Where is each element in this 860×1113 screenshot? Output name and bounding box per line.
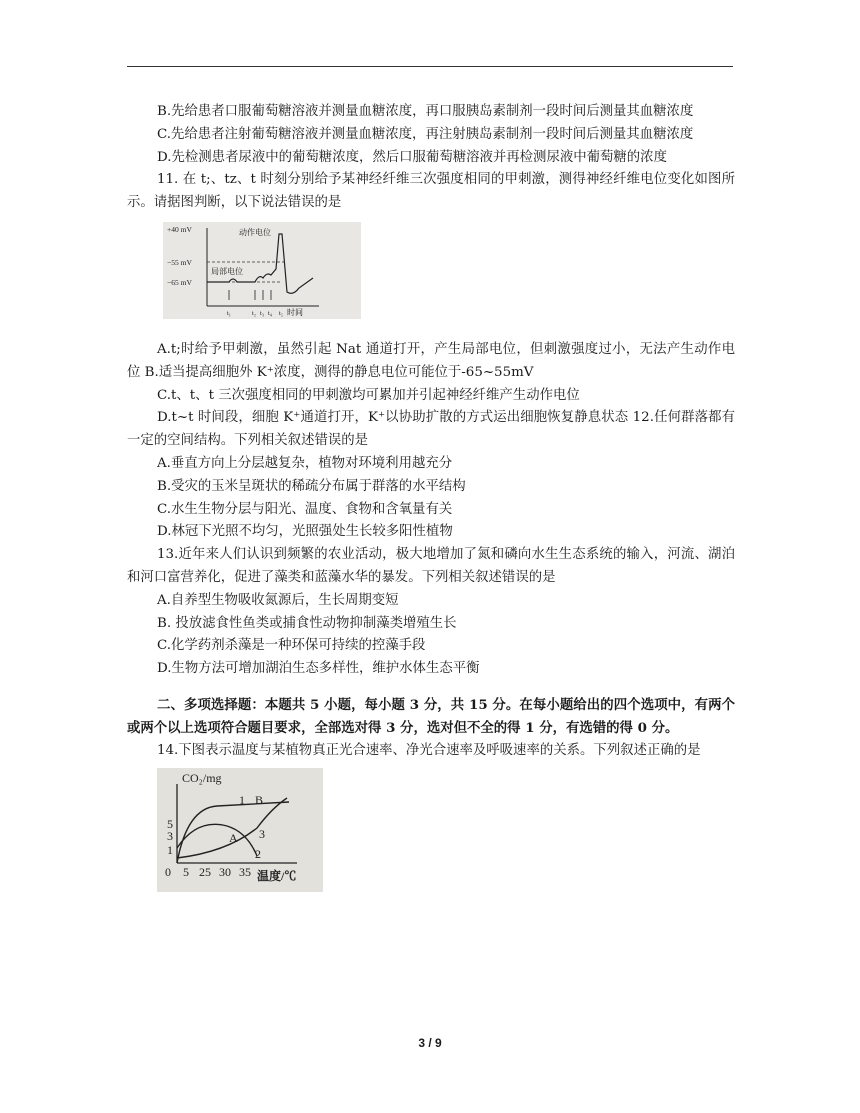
stimulus-arrows [229, 290, 271, 300]
tick-x35: 35 [239, 865, 251, 880]
curve-label-B: B [255, 793, 264, 808]
header-rule [127, 66, 733, 67]
option-c: C.先给患者注射葡萄糖溶液并测量血糖浓度，再注射胰岛素制剂一段时间后测量其血糖浓度 [157, 126, 694, 142]
question-body [127, 101, 735, 892]
curve-label-1: 1 [239, 793, 245, 808]
page-number: 3 / 9 [418, 1036, 442, 1050]
potential-graph [163, 222, 361, 319]
q12-option-c: C.水生生物分层与阳光、温度、食物和含氧量有关 [157, 501, 453, 517]
q12-option-b: B.受灾的玉米呈斑状的稀疏分布属于群落的水平结构 [157, 478, 466, 494]
question-14: 14.下图表示温度与某植物真正光合速率、净光合速率及呼吸速率的关系。下列叙述正确的是 [157, 742, 701, 758]
q11-option-c: C.t、t、t 三次强度相同的甲刺激均可累加并引起神经纤维产生动作电位 [157, 387, 580, 403]
section-2-heading: 二、多项选择题：本题共 5 小题，每小题 3 分，共 15 分。在每小题给出的四个选项中，有两个或两个以上选项符合题目要求，全部选对得 3 分，选对但不全的得 1 分，有选错的得 0 分。 [127, 696, 735, 736]
tick-t3: t₃ [260, 309, 265, 317]
question-11: 11. 在 t;、tz、t 时刻分别给予某神经纤维三次强度相同的甲刺激，测得神经纤维电位变化如图所示。请据图判断，以下说法错误的是 [127, 172, 735, 211]
tick-t1: t₁ [227, 309, 232, 317]
tick-minus55: −55 mV [167, 257, 192, 267]
tick-t5: t₅ [279, 309, 284, 317]
tick-minus65: −65 mV [167, 277, 192, 287]
photosynthesis-graph [157, 768, 323, 892]
q13-option-c: C.化学药剂杀藻是一种环保可持续的控藻手段 [157, 638, 426, 654]
q11-option-a-b: A.t;时给予甲刺激，虽然引起 Nat 通道打开，产生局部电位，但刺激强度过小，无法产生动作电位 B.适当提高细胞外 K⁺浓度，测得的静息电位可能位于-65~55mV [127, 341, 735, 380]
curve-2 [177, 825, 257, 857]
potential-curve [207, 234, 313, 293]
figure-photosynthesis-temperature [157, 768, 323, 892]
x-axis-label: 时间 [287, 307, 303, 317]
curve-label-2: 2 [255, 847, 261, 862]
q12-option-d: D.林冠下光照不均匀，光照强处生长较多阳性植物 [157, 524, 453, 540]
x-axis-label: 温度/℃ [257, 869, 297, 884]
tick-x25: 25 [199, 865, 211, 880]
curve-label-A: A [229, 831, 238, 846]
figure-membrane-potential [163, 222, 361, 319]
tick-plus40: +40 mV [167, 224, 192, 234]
tick-1: 1 [167, 843, 173, 858]
y-axis-label: CO₂/mg [182, 771, 222, 786]
q12-option-a: A.垂直方向上分层越复杂，植物对环境利用越充分 [157, 455, 453, 471]
option-b: B.先给患者口服葡萄糖溶液并测量血糖浓度，再口服胰岛素制剂一段时间后测量其血糖浓度 [157, 104, 694, 119]
option-d: D.先检测患者尿液中的葡萄糖浓度，然后口服葡萄糖溶液并再检测尿液中葡萄糖的浓度 [157, 149, 667, 165]
question-13: 13.近年来人们认识到频繁的农业活动，极大地增加了氮和磷向水生生态系统的输入，河流、湖泊和河口富营养化，促进了藻类和蓝藻水华的暴发。下列相关叙述错误的是 [127, 547, 735, 585]
q13-option-d: D.生物方法可增加湖泊生态多样性，维护水体生态平衡 [157, 661, 480, 677]
tick-3: 3 [167, 829, 173, 844]
tick-x30: 30 [219, 865, 231, 880]
q13-option-b: B. 投放滤食性鱼类或捕食性动物抑制藻类增殖生长 [157, 615, 457, 631]
tick-t4: t₄ [268, 309, 273, 317]
tick-5: 5 [167, 817, 173, 832]
tick-t2: t₂ [252, 309, 257, 317]
label-local-potential: 局部电位 [211, 266, 243, 276]
label-action-potential: 动作电位 [239, 227, 271, 237]
tick-0: 0 [165, 865, 171, 880]
curve-label-3: 3 [259, 827, 265, 842]
q13-option-a: A.自养型生物吸收氮源后，生长周期变短 [157, 592, 399, 608]
q11-option-d-q12: D.t~t 时间段，细胞 K⁺通道打开，K⁺以协助扩散的方式运出细胞恢复静息状态 12.任何群落都有一定的空间结构。下列相关叙述错误的是 [127, 410, 735, 449]
tick-x5: 5 [183, 865, 189, 880]
